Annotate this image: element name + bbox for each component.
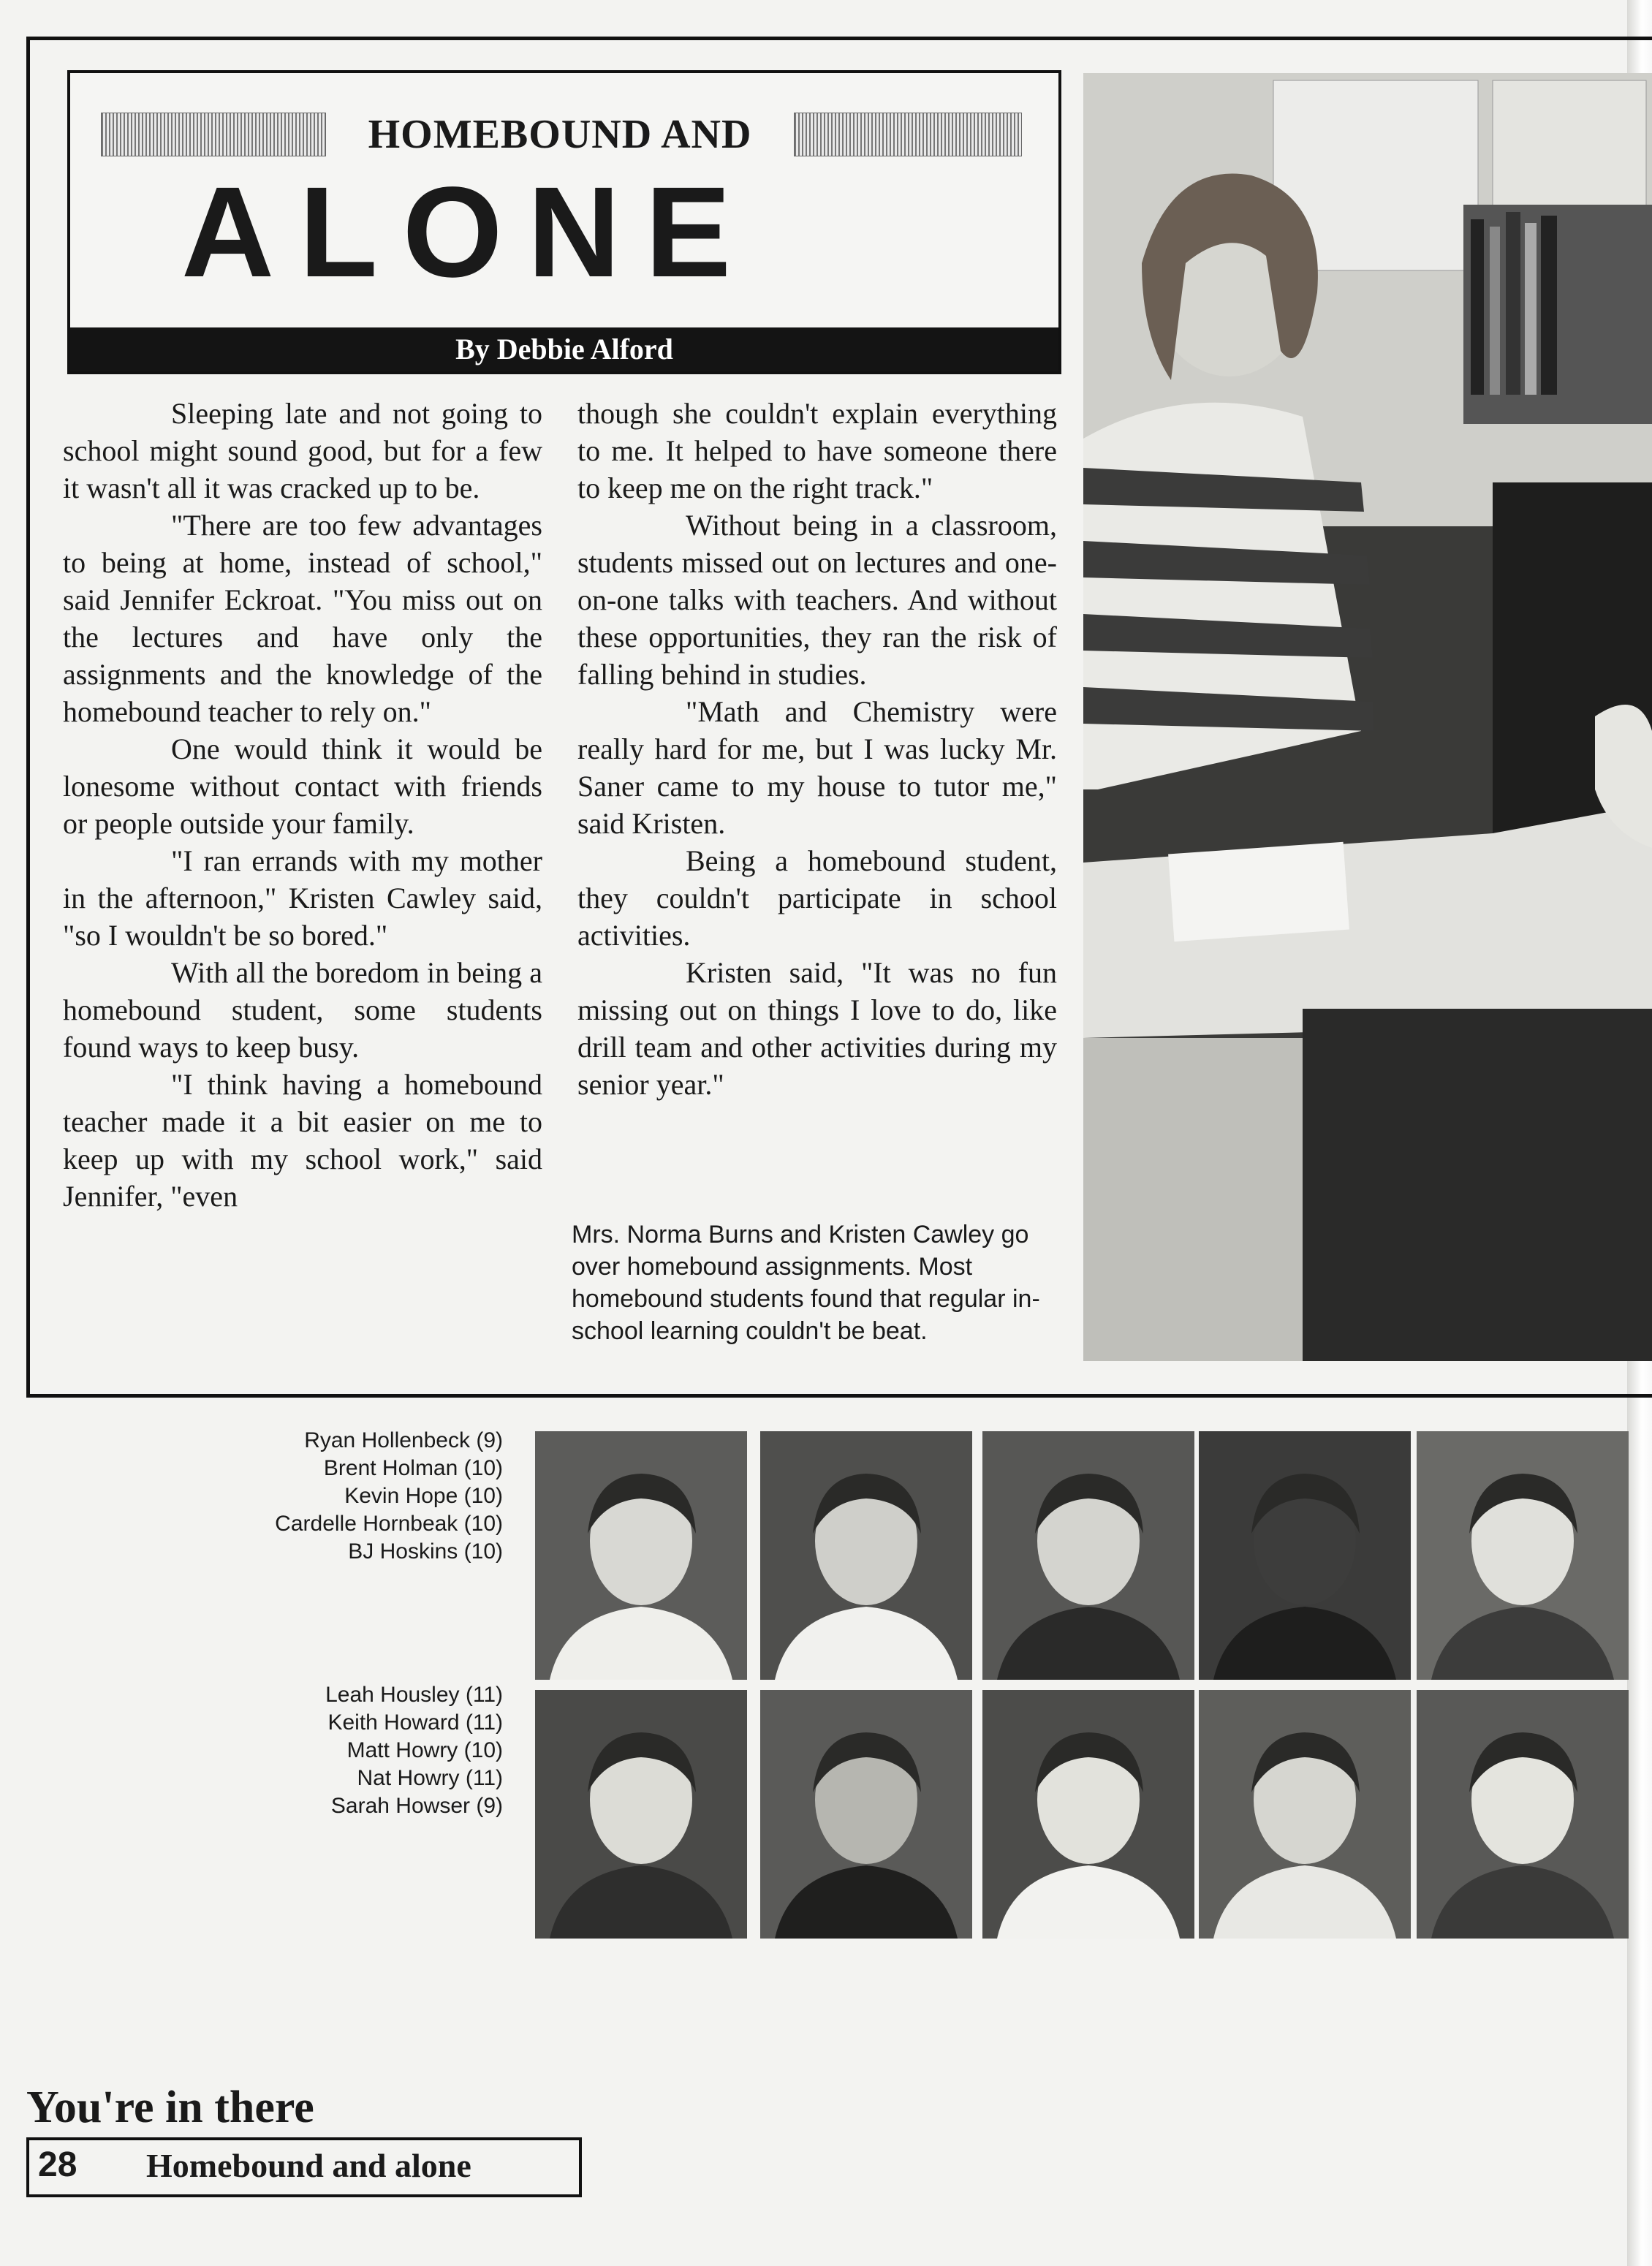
paragraph: With all the boredom in being a homebound student, some students found ways to keep busy. [63, 956, 542, 1064]
student-name: Matt Howry (10) [346, 1738, 503, 1762]
headline: ALONE [181, 161, 756, 304]
paragraph: "There are too few advantages to being at home, instead of school," said Jennifer Eckroat. "You miss out on the lectures and have only the assignments and the knowledge of the homebound teacher to rely on." [63, 509, 542, 728]
student-name: Leah Housley (11) [325, 1683, 503, 1707]
folio-box [26, 2137, 582, 2197]
student-name: Ryan Hollenbeck (9) [304, 1428, 503, 1452]
feature-photo-illustration [1083, 73, 1652, 1361]
student-portrait [1199, 1431, 1411, 1680]
photo-caption: Mrs. Norma Burns and Kristen Cawley go over homebound assignments. Most homebound students found that regular in-school learning couldn't be beat. [572, 1221, 1040, 1345]
student-portrait [535, 1690, 747, 1939]
student-portrait [1417, 1431, 1629, 1680]
article-column-1 [63, 395, 542, 1215]
kicker-row [92, 108, 1035, 167]
student-name: BJ Hoskins (10) [348, 1539, 503, 1564]
paragraph: though she couldn't explain everything to me. It helped to have someone there to keep me on the right track." [577, 397, 1057, 504]
paragraph: "I think having a homebound teacher made it a bit easier on me to keep up with my school work," said Jennifer, "even [63, 1068, 542, 1213]
paragraph: One would think it would be lonesome without contact with friends or people outside your family. [63, 732, 542, 840]
student-portrait [760, 1690, 972, 1939]
student-name: Keith Howard (11) [327, 1710, 503, 1735]
student-name: Kevin Hope (10) [344, 1484, 503, 1508]
byline: By Debbie Alford [70, 327, 1058, 371]
headline-box [67, 70, 1061, 374]
student-portrait [982, 1690, 1194, 1939]
student-portrait [1199, 1690, 1411, 1939]
article-column-2 [577, 395, 1057, 1103]
student-portrait [535, 1431, 747, 1680]
paragraph: Being a homebound student, they couldn't participate in school activities. [577, 844, 1057, 952]
kicker: HOMEBOUND AND [368, 112, 752, 157]
decorative-stripes-left [101, 113, 326, 156]
student-name: Cardelle Hornbeak (10) [275, 1512, 503, 1536]
student-name: Nat Howry (11) [357, 1766, 503, 1790]
student-name: Brent Holman (10) [323, 1456, 503, 1480]
student-name: Sarah Howser (9) [330, 1794, 503, 1818]
paragraph: "Math and Chemistry were really hard for me, but I was lucky Mr. Saner came to my house to tutor me," said Kristen. [577, 695, 1057, 840]
paragraph: Sleeping late and not going to school might sound good, but for a few it wasn't all it was cracked up to be. [63, 397, 542, 504]
page-number: 28 [38, 2145, 77, 2184]
portrait-names-row-2 [64, 1681, 503, 1820]
folio-title: Homebound and alone [146, 2147, 471, 2184]
paragraph: Without being in a classroom, students missed out on lectures and one-on-one talks with teachers. And without these opportunities, they ran the risk of falling behind in studies. [577, 509, 1057, 691]
student-portrait [1417, 1690, 1629, 1939]
student-portrait [760, 1431, 972, 1680]
portrait-names-row-1 [64, 1427, 503, 1566]
feature-photo [1083, 73, 1652, 1361]
paragraph: "I ran errands with my mother in the afternoon," Kristen Cawley said, "so I wouldn't be so bored." [63, 844, 542, 952]
student-portrait [982, 1431, 1194, 1680]
paragraph: Kristen said, "It was no fun missing out on things I love to do, like drill team and other activities during my senior year." [577, 956, 1057, 1101]
decorative-stripes-right [794, 113, 1022, 156]
section-label: You're in there [26, 2083, 314, 2132]
